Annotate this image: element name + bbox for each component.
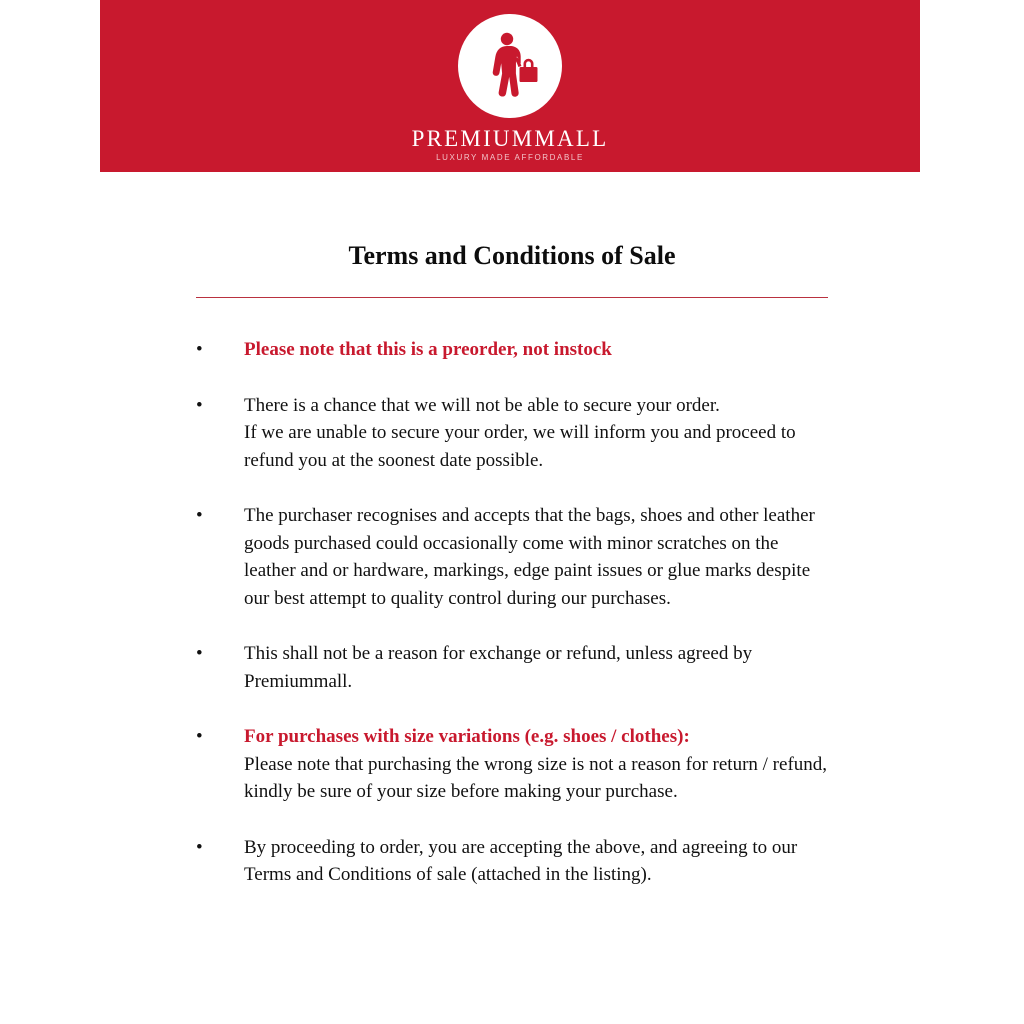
brand-name: PREMIUMMALL [411,126,609,151]
brand-tagline: LUXURY MADE AFFORDABLE [436,153,584,162]
bullet-marker: • [196,394,203,416]
bullet-marker: • [196,505,203,527]
document-body [196,240,828,917]
list-item [196,640,828,695]
list-item-line: By proceeding to order, you are accepting the above, and agreeing to our Terms and Conditions of sale (attached in the listing). [244,836,798,886]
list-item [196,834,828,889]
terms-list [196,336,828,889]
title-divider [196,297,828,298]
bullet-marker: • [196,339,203,361]
brand-logo [412,14,609,162]
woman-with-handbag-icon [458,14,562,118]
list-item-line: This shall not be a reason for exchange or refund, unless agreed by Premiummall. [244,643,753,692]
list-item-line: Please note that this is a preorder, not instock [244,339,612,361]
page-title: Terms and Conditions of Sale [348,241,676,270]
list-item-text [244,723,828,806]
list-item [196,723,828,806]
list-item-text [244,502,828,612]
bullet-marker: • [196,836,203,858]
list-item [196,502,828,612]
list-item-heading: For purchases with size variations (e.g. shoes / clothes): [244,726,690,748]
list-item-line: There is a chance that we will not be able to secure your order. [244,394,720,416]
list-item [196,336,828,364]
list-item-line: The purchaser recognises and accepts that the bags, shoes and other leather goods purchased could occasionally come with minor scratches on the leather and or hardware, markings, edge paint issues or glue marks despite our best attempt to quality control during our purchases. [244,505,815,609]
list-item-text [244,392,828,475]
list-item-text [244,834,828,889]
brand-banner [100,0,920,172]
list-item-text [244,640,828,695]
bullet-marker: • [196,643,203,665]
bullet-marker: • [196,726,203,748]
list-item-line: Please note that purchasing the wrong size is not a reason for return / refund, kindly be sure of your size before making your purchase. [244,753,828,803]
list-item-line: If we are unable to secure your order, we will inform you and proceed to refund you at the soonest date possible. [244,422,796,471]
list-item [196,392,828,475]
list-item-text [244,336,828,364]
